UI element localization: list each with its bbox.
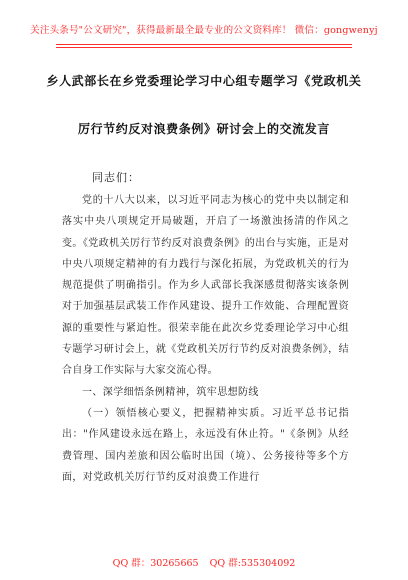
footer-qq-group-1: QQ 群：30265665 xyxy=(112,558,199,569)
header-rule xyxy=(56,44,352,45)
document-title-line-1: 乡人武部长在乡党委理论学习中心组专题学习《党政机关 xyxy=(46,74,362,88)
footer-qq-group-2: QQ 群:535304092 xyxy=(209,558,296,569)
footer xyxy=(0,555,408,569)
greeting: 同志们： xyxy=(92,171,140,184)
body-paragraph: （一）领悟核心要义，把握精神实质。习近平总书记指出："作风建设永远在路上，永远没有休止符。"《条例》从经费管理、国内差旅和因公临时出国（境）、公务接待等多个方面，对党政机关厉行节约反对浪费工作进行 xyxy=(62,407,349,483)
body-paragraph: 党的十八大以来，以习近平同志为核心的党中央以制定和落实中央八项规定开局破题，开启了一场激浊扬清的作风之变。《党政机关厉行节约反对浪费条例》的出台与实施，正是对中央八项规定精神的有力践行与深化拓展，为党政机关的行为规范提供了明确指引。作为乡人武部长我深感贯彻落实该条例对于加强基层武装工作作风建设、提升工作效能、合理配置资源的重要性与紧迫性。很荣幸能在此次乡党委理论学习中心组专题学习研讨会上，就《党政机关厉行节约反对浪费条例》，结合自身工作实际与大家交流心得。 xyxy=(62,195,349,377)
document-title-line-2: 厉行节约反对浪费条例》研讨会上的交流发言 xyxy=(77,122,330,136)
header-rule-secondary xyxy=(56,47,352,48)
document-body xyxy=(62,190,349,488)
section-heading: 一、深学细悟条例精神，筑牢思想防线 xyxy=(82,386,259,398)
header-banner: 关注头条号"公文研究"，获得最新最全最专业的公文资料库！ 微信：gongwenyj xyxy=(30,25,378,36)
